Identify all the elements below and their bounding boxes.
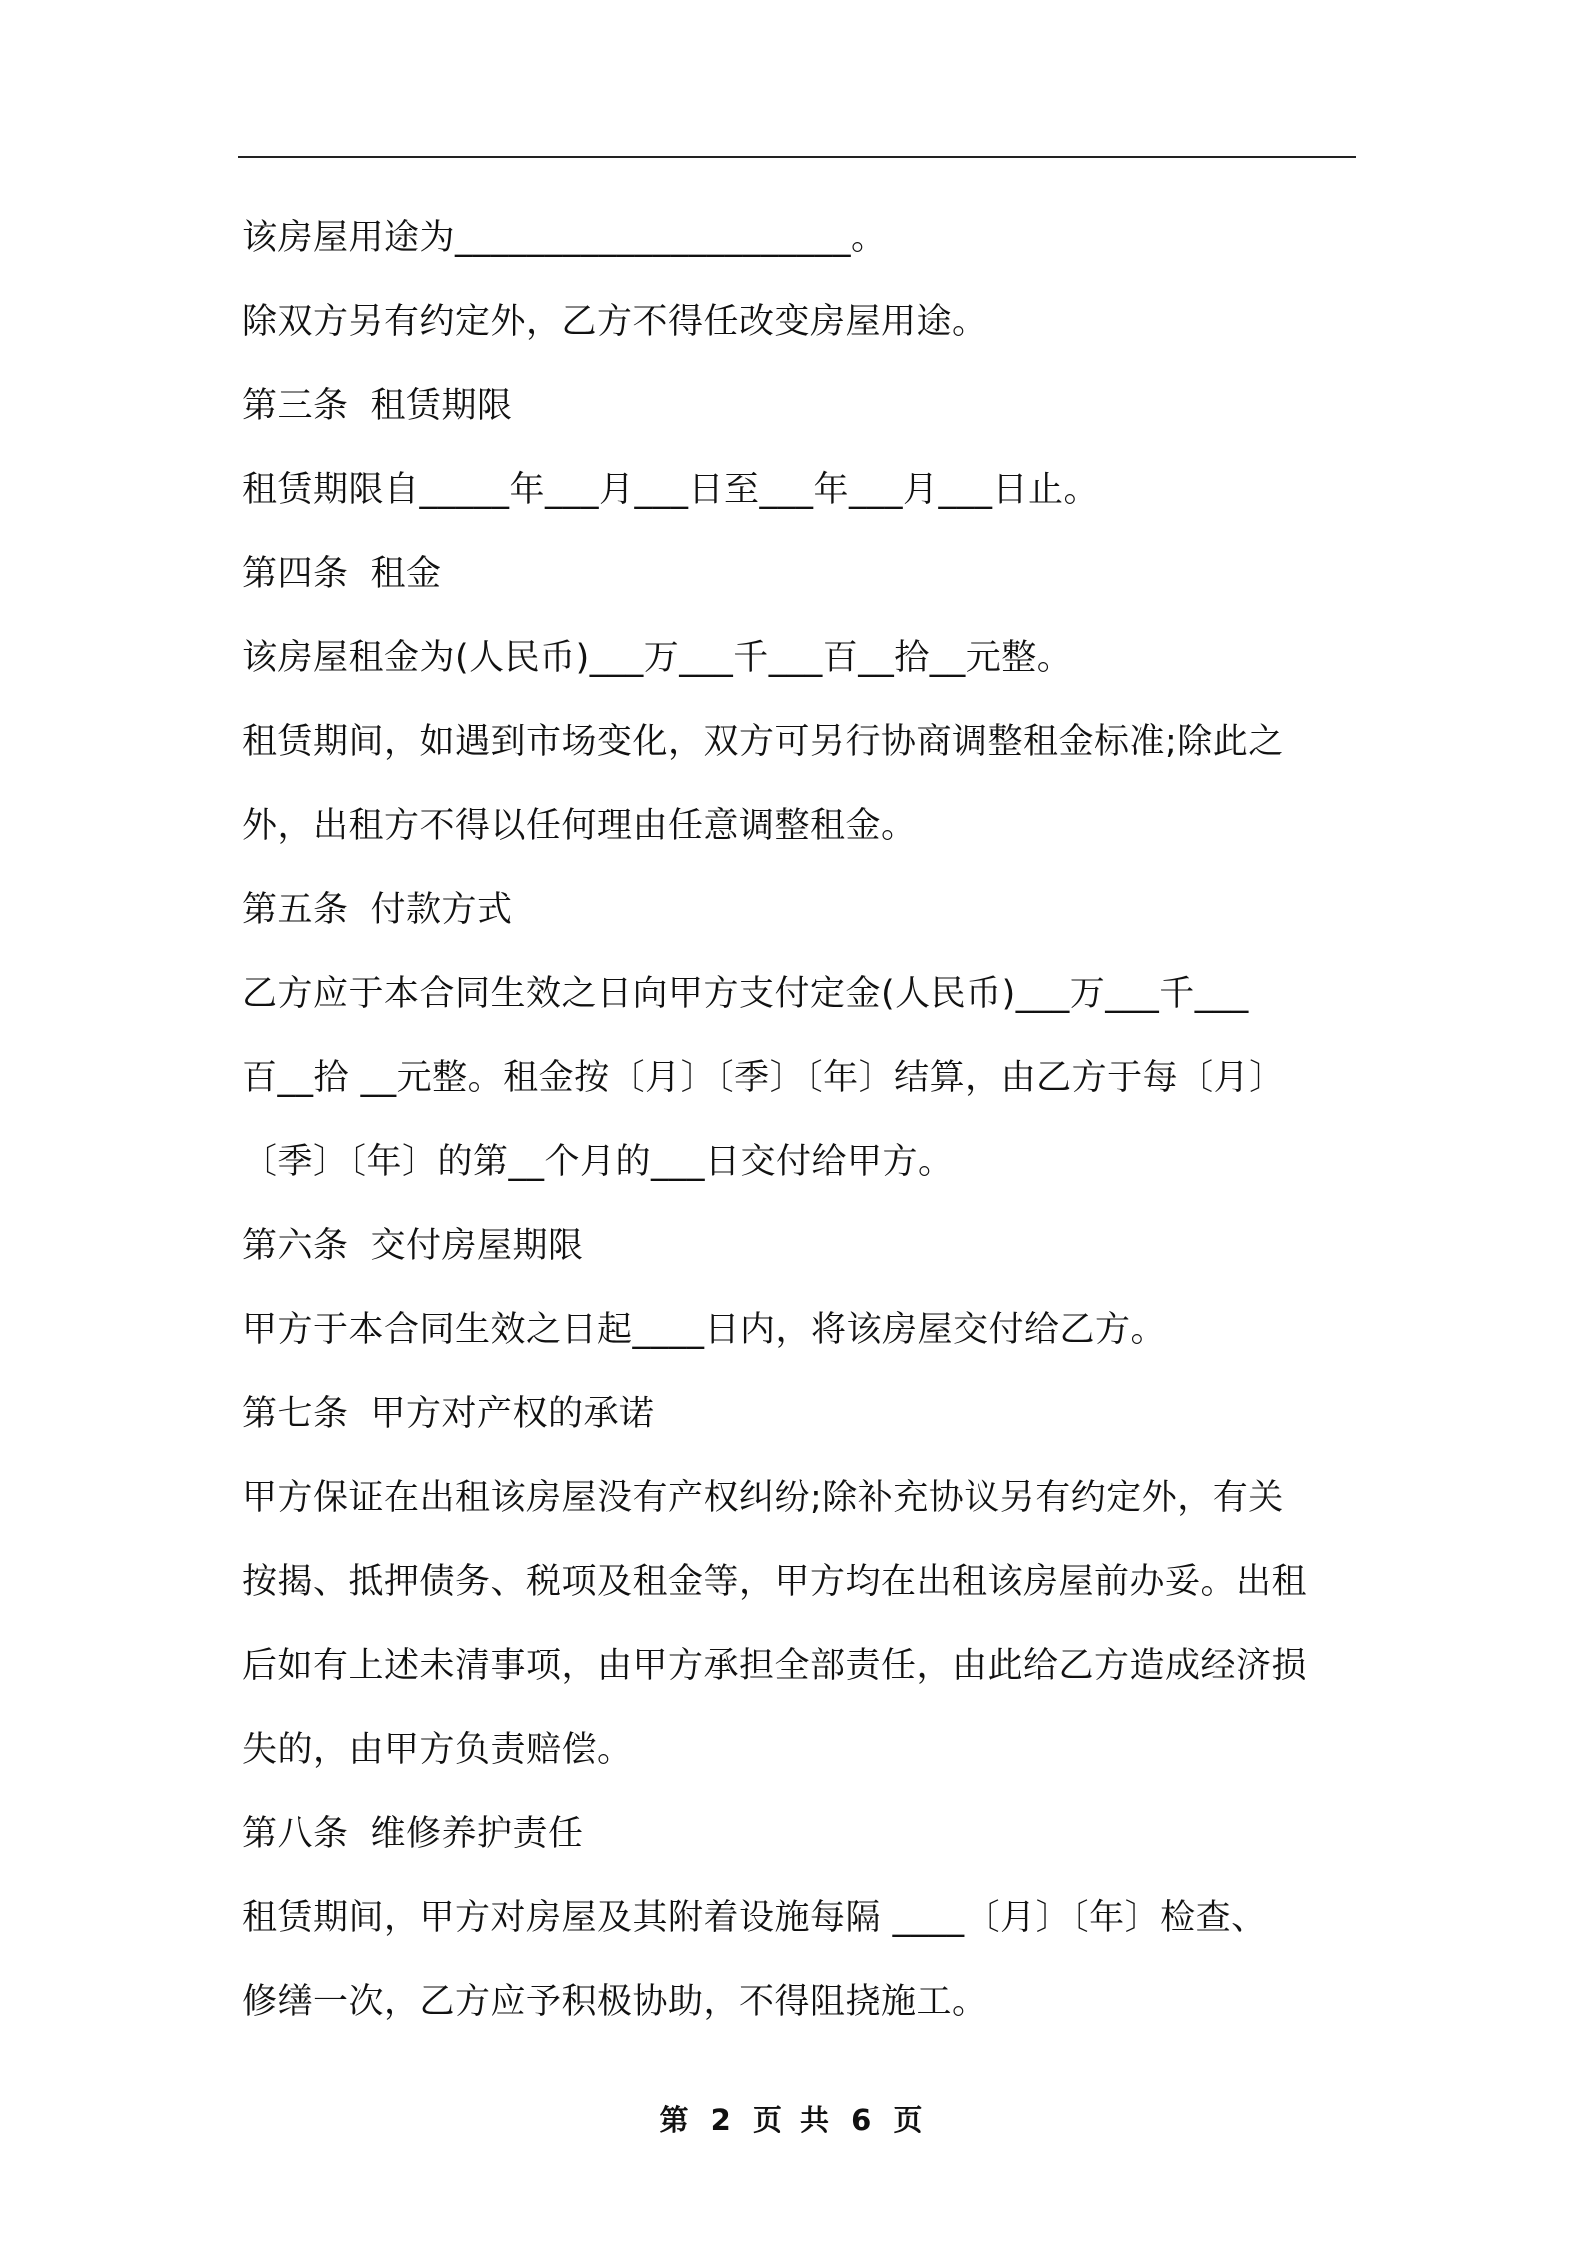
paragraph-line: 后如有上述未清事项，由甲方承担全部责任，由此给乙方造成经济损	[242, 1646, 1308, 1686]
article-number: 第七条	[242, 1394, 349, 1434]
article-heading	[242, 532, 1358, 616]
paragraph-line: 甲方于本合同生效之日起____日内，将该房屋交付给乙方。	[242, 1310, 1167, 1350]
article-title: 维修养护责任	[370, 1814, 584, 1854]
current-page-number: 2	[710, 2103, 735, 2137]
footer-prefix: 第	[659, 2103, 693, 2137]
paragraph-line: 甲方保证在出租该房屋没有产权纠纷;除补充协议另有约定外，有关	[242, 1478, 1284, 1518]
paragraph-line: 乙方应于本合同生效之日向甲方支付定金(人民币)___万___千___	[242, 974, 1249, 1014]
header-divider	[238, 156, 1356, 158]
paragraph-line: 失的，由甲方负责赔偿。	[242, 1730, 633, 1770]
article-number: 第五条	[242, 890, 349, 930]
paragraph-line: 租赁期间，如遇到市场变化，双方可另行协商调整租金标准;除此之	[242, 722, 1284, 762]
paragraph-line: 修缮一次，乙方应予积极协助，不得阻挠施工。	[242, 1982, 988, 2022]
paragraph-line: 百__拾 __元整。租金按〔月〕〔季〕〔年〕结算，由乙方于每〔月〕	[242, 1058, 1285, 1098]
article-title: 付款方式	[370, 890, 513, 930]
article-number: 第六条	[242, 1226, 349, 1266]
paragraph-line: 外，出租方不得以任何理由任意调整租金。	[242, 806, 917, 846]
paragraph-line: 按揭、抵押债务、税项及租金等，甲方均在出租该房屋前办妥。出租	[242, 1562, 1308, 1602]
paragraph-line: 该房屋租金为(人民币)___万___千___百__拾__元整。	[242, 638, 1073, 678]
paragraph-line: 租赁期限自_____年___月___日至___年___月___日止。	[242, 470, 1100, 510]
paragraph-line: 除双方另有约定外，乙方不得任改变房屋用途。	[242, 302, 988, 342]
paragraph-line: 〔季〕〔年〕的第__个月的___日交付给甲方。	[242, 1142, 954, 1182]
paragraph-line: 租赁期间，甲方对房屋及其附着设施每隔 ____〔月〕〔年〕检查、	[242, 1898, 1267, 1938]
paragraph-line: 该房屋用途为______________________。	[242, 218, 887, 258]
article-heading	[242, 1792, 1358, 1876]
article-number: 第三条	[242, 386, 349, 426]
article-title: 租赁期限	[370, 386, 513, 426]
article-heading	[242, 868, 1358, 952]
article-heading	[242, 1204, 1358, 1288]
footer-middle: 页 共	[752, 2103, 834, 2137]
article-heading	[242, 1372, 1358, 1456]
article-number: 第八条	[242, 1814, 349, 1854]
article-title: 甲方对产权的承诺	[370, 1394, 655, 1434]
page-footer	[0, 2098, 1586, 2139]
total-page-count: 6	[851, 2103, 876, 2137]
article-heading	[242, 364, 1358, 448]
article-title: 交付房屋期限	[370, 1226, 584, 1266]
footer-suffix: 页	[893, 2103, 927, 2137]
article-title: 租金	[370, 554, 442, 594]
document-body	[242, 196, 1358, 2044]
article-number: 第四条	[242, 554, 349, 594]
